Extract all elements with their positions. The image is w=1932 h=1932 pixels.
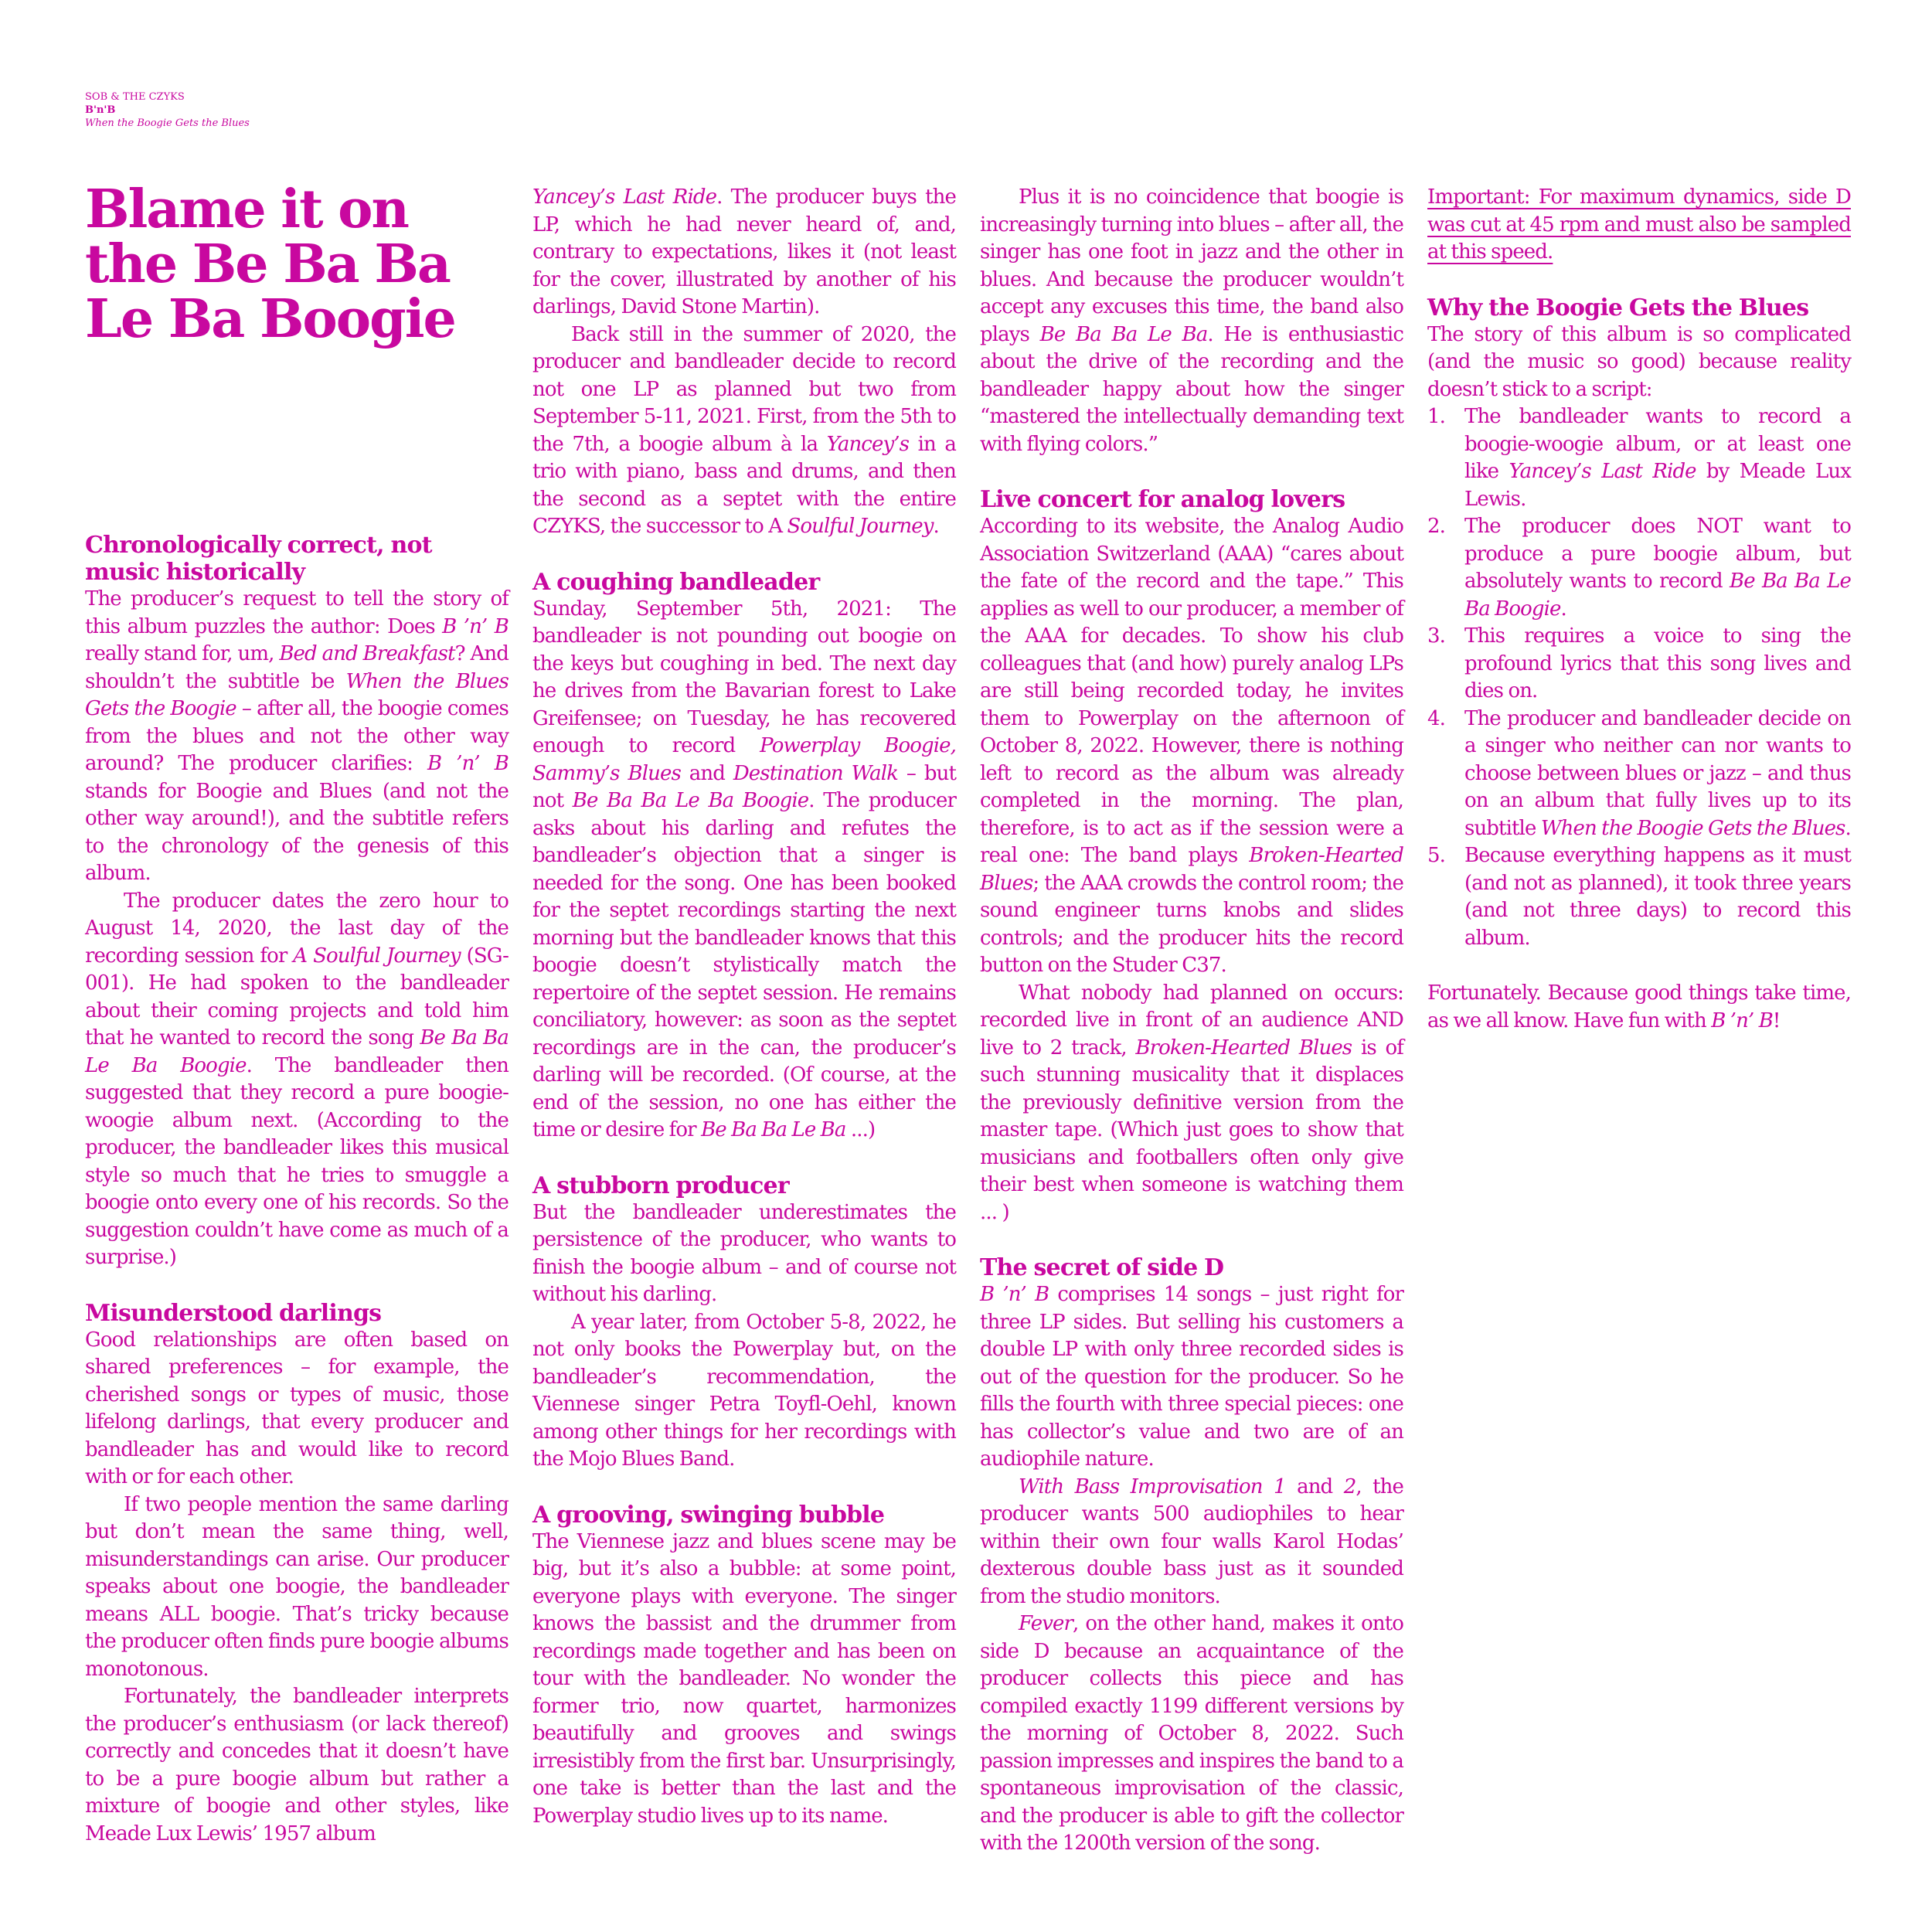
paragraph-chronology-1: The producer’s request to tell the story of this album puzzles the author: Does B ’n’ B really stand for, um, Bed and Breakfast? And shouldn’t the subtitle be When the Blues Gets the Boogie – after all, the boogie comes from the blues and not the other way around? The producer clarifies: B ’n’ B stands for Boogie and Blues (and not the other way around!), and the subtitle refers to the chronology of the genesis of this album. xyxy=(85,587,509,885)
paragraph-side-d-1: B ’n’ B comprises 14 songs – just right for three LP sides. But selling his customers a double LP with only three recorded sides is out of the question for the producer. So he fills the fourth with three special pieces: one has collector’s value and two are of an audiophile nature. xyxy=(980,1283,1403,1471)
heading-why: Why the Boogie Gets the Blues xyxy=(1427,294,1809,321)
paragraph-closing: Fortunately. Because good things take time, as we all know. Have fun with B ’n’ B! xyxy=(1427,981,1851,1032)
paragraph-why-intro: The story of this album is so complicated (and the music so good) because reality doesn’t stick to a script: xyxy=(1427,322,1851,401)
paragraph-darlings-4: Back still in the summer of 2020, the producer and bandleader decide to record not one LP as planned but two from September 5-11, 2021. First, from the 5th to the 7th, a boogie album à la Yancey’s in a trio with piano, bass and drums, and then the second as a septet with the entire CZYKS, the successor to A Soulful Journey. xyxy=(532,322,957,538)
paragraph-stubborn-2: A year later, from October 5-8, 2022, he not only books the Powerplay but, on the bandleader’s recommendation, the Viennese singer Petra Toyfl-Oehl, known among other things for her recordings with the Mojo Blues Band. xyxy=(532,1310,956,1471)
masthead-artist: SOB & THE CZYKS xyxy=(85,91,185,103)
heading-stubborn: A stubborn producer xyxy=(532,1172,789,1199)
list-item: 2. The producer does NOT want to produce a pure boogie album, but absolutely wants to record Be Ba Ba Le Ba Boogie. xyxy=(1427,515,1851,621)
paragraph-stubborn-1: But the bandleader underestimates the persistence of the producer, who wants to finish the boogie album – and of course not without his darling. xyxy=(532,1200,956,1306)
column-4 xyxy=(1427,184,1851,1035)
list-item: 5. Because everything happens as it must (and not as planned), it took three years (and not three days) to record this album. xyxy=(1427,844,1851,950)
paragraph-bubble-2: Plus it is no coincidence that boogie is increasingly turning into blues – after all, the singer has one foot in jazz and the other in blues. And because the producer wouldn’t accept any excuses this time, the band also plays Be Ba Ba Le Ba. He is enthusiastic about the drive of the recording and the bandleader happy about how the singer “mastered the intellectually demanding text with flying colors.” xyxy=(980,185,1403,456)
important-note: Important: For maximum dynamics, side D was cut at 45 rpm and must also be sampled at this speed. xyxy=(1427,185,1851,264)
paragraph-darlings-2: If two people mention the same darling but don’t mean the same thing, well, misunderstandings can arise. Our producer speaks about one boogie, the bandleader means ALL boogie. That’s tricky because the producer often finds pure boogie albums monotonous. xyxy=(85,1492,509,1681)
list-item: 1. The bandleader wants to record a boogie-woogie album, or at least one like Yancey’s Last Ride by Meade Lux Lewis. xyxy=(1427,405,1851,511)
paragraph-darlings-3: Fortunately, the bandleader interprets the producer’s enthusiasm (or lack thereof) correctly and concedes that it doesn’t have to be a pure boogie album but rather a mixture of boogie and other styles, like Meade Lux Lewis’ 1957 album xyxy=(85,1685,509,1845)
paragraph-live-2: What nobody had planned on occurs: recorded live in front of an audience AND live to 2 track, Broken-Hearted Blues is of such stunning musicality that it displaces the previously definitive version from the master tape. (Which just goes to show that musicians and footballers often only give their best when someone is watching them ... ) xyxy=(980,981,1403,1224)
paragraph-darlings-3-cont: Yancey’s Last Ride. The producer buys the LP, which he had never heard of, and, contrary to expectations, likes it (not least for the cover, illustrated by another of his darlings, David Stone Martin). xyxy=(532,185,956,318)
heading-coughing: A coughing bandleader xyxy=(532,568,820,596)
heading-bubble: A grooving, swinging bubble xyxy=(532,1501,885,1529)
paragraph-live-1: According to its website, the Analog Audio Association Switzerland (AAA) “cares about the fate of the record and the tape.” This applies as well to our producer, a member of the AAA for decades. To show his club colleagues that (and how) purely analog LPs are still being recorded today, he invites them to Powerplay on the afternoon of October 8, 2022. However, there is nothing left to record as the album was already completed in the morning. The plan, therefore, is to act as if the session were a real one: The band plays Broken-Hearted Blues; the AAA crowds the control room; the sound engineer turns knobs and slides controls; and the producer hits the record button on the Studer C37. xyxy=(980,515,1403,977)
column-3 xyxy=(980,184,1403,1858)
heading-side-d: The secret of side D xyxy=(980,1254,1224,1281)
list-item: 3. This requires a voice to sing the profound lyrics that this song lives and dies on. xyxy=(1427,624,1851,702)
heading-chronology: Chronologically correct, not music historically xyxy=(85,532,432,586)
paragraph-bubble-1: The Viennese jazz and blues scene may be big, but it’s also a bubble: at some point, everyone plays with everyone. The singer knows the bassist and the drummer from recordings made together and has been on tour with the bandleader. No wonder the former trio, now quartet, harmonizes beautifully and grooves and swings irresistibly from the first bar. Unsurprisingly, one take is better than the last and the Powerplay studio lives up to its name. xyxy=(532,1529,956,1828)
column-1 xyxy=(85,179,509,1848)
masthead-subtitle: When the Boogie Gets the Blues xyxy=(85,117,250,129)
masthead-album: B'n'B xyxy=(85,104,116,116)
column-2 xyxy=(532,184,956,1830)
paragraph-darlings-1: Good relationships are often based on shared preferences – for example, the cherished songs or types of music, those lifelong darlings, that every producer and bandleader has and would like to record with or for each other. xyxy=(85,1328,509,1488)
paragraph-coughing-1: Sunday, September 5th, 2021: The bandleader is not pounding out boogie on the keys but coughing in bed. The next day he drives from the Bavarian forest to Lake Greifensee; on Tuesday, he has recovered enough to record Powerplay Boogie, Sammy’s Blues and Destination Walk – but not Be Ba Ba Le Ba Boogie. The producer asks about his darling and refutes the bandleader’s objection that a singer is needed for the song. One has been booked for the septet recordings starting the next morning but the bandleader knows that this boogie doesn’t stylistically match the repertoire of the septet session. He remains conciliatory, however: as soon as the septet recordings are in the can, the producer’s darling will be recorded. (Of course, at the end of the session, no one has either the time or desire for Be Ba Ba Le Ba ...) xyxy=(532,597,957,1141)
list-item: 4. The producer and bandleader decide on a singer who neither can nor wants to choose between blues or jazz – and thus on an album that fully lives up to its subtitle When the Boogie Gets the Blues. xyxy=(1427,706,1851,840)
page-title: Blame it on the Be Ba Ba Le Ba Boogie xyxy=(85,179,455,350)
paragraph-chronology-2: The producer dates the zero hour to August 14, 2020, the last day of the recording session for A Soulful Journey (SG-001). He had spoken to the bandleader about their coming projects and told him that he wanted to record the song Be Ba Ba Le Ba Boogie. The bandleader then suggested that they record a pure boogie-woogie album next. (According to the producer, the bandleader likes this musical style so much that he tries to smuggle a boogie onto every one of his records. So the suggestion couldn’t have come as much of a surprise.) xyxy=(85,889,509,1269)
masthead xyxy=(85,90,250,130)
paragraph-side-d-2: With Bass Improvisation 1 and 2, the producer wants 500 audiophiles to hear within their own four walls Karol Hodas’ dexterous double bass just as it sounded from the studio monitors. xyxy=(980,1475,1403,1608)
reasons-list xyxy=(1427,403,1851,952)
heading-darlings: Misunderstood darlings xyxy=(85,1299,382,1327)
paragraph-side-d-3: Fever, on the other hand, makes it onto side D because an acquaintance of the producer collects this piece and has compiled exactly 1199 different versions by the morning of October 8, 2022. Such passion impresses and inspires the band to a spontaneous improvisation of the classic, and the producer is able to gift the collector with the 1200th version of the song. xyxy=(980,1612,1403,1855)
heading-live: Live concert for analog lovers xyxy=(980,486,1345,513)
